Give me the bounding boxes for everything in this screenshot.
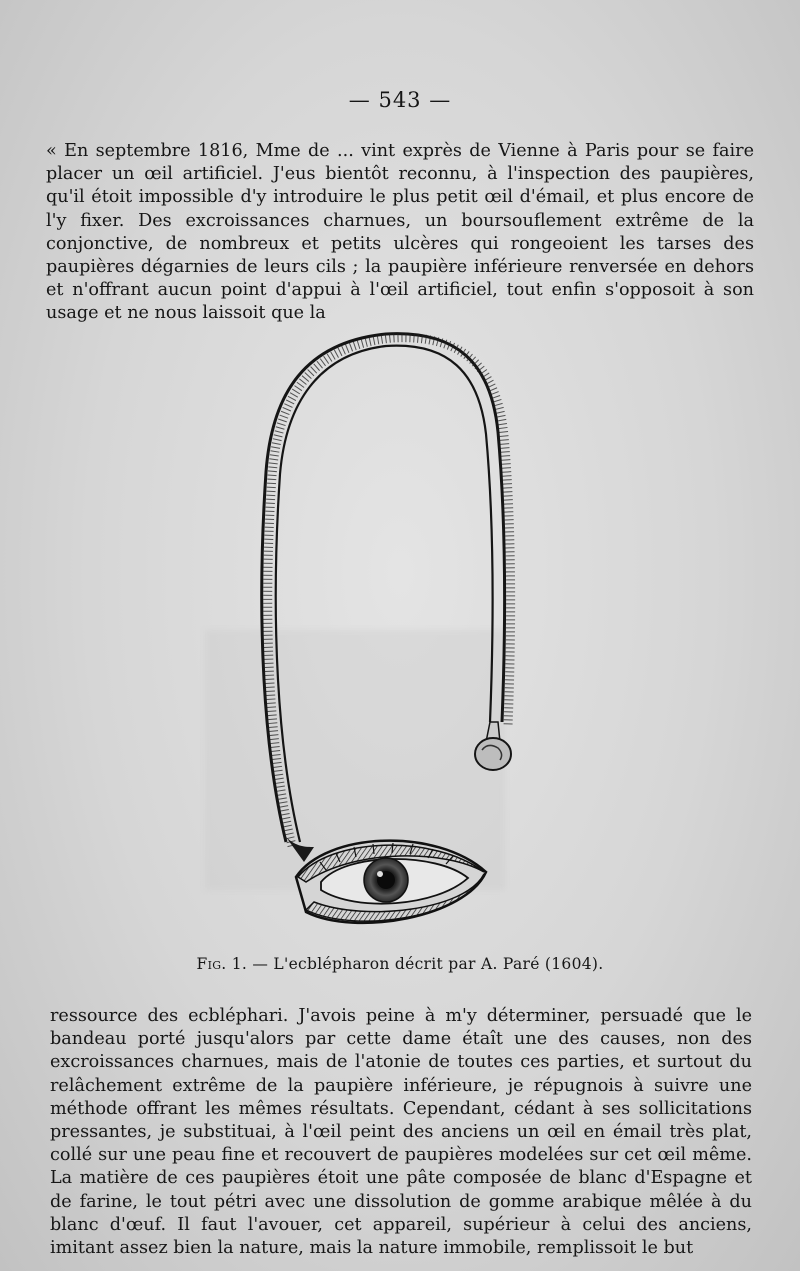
paragraph-top: « En septembre 1816, Mme de ... vint exprès de Vienne à Paris pour se faire placer un œil artificiel. J'eus bientôt reconnu, à l'inspection des paupières, qu'il étoit impossible d'y introduire le plus petit œil d'émail, et plus encore de l'y fixer. Des excroissances charnues, un boursouflement extrême de la conjonctive, de nombreux et petits ulcères qui rongeoient les tarses des paupières dégarnies de leurs cils ; la paupière inférieure renversée en dehors et n'offrant aucun point d'appui à l'œil artificiel, tout enfin s'opposoit à son usage et ne nous laissoit que la [46, 141, 754, 324]
ecblepharon-illustration [236, 322, 546, 952]
caption-text: — L'ecblépharon décrit par A. Paré (1604). [252, 955, 604, 973]
spring-band [262, 334, 511, 846]
caption-prefix: Fig. 1. [196, 955, 248, 973]
bulb-terminal [475, 722, 511, 770]
figure-caption [0, 955, 800, 973]
page-number: — 543 — [348, 88, 452, 112]
paragraph-bottom: ressource des ecbléphari. J'avois peine à m'y déterminer, persuadé que le bandeau porté jusqu'alors par cette dame étaît une des causes, non des excroissances charnues, mais de l'atonie de toutes ces parties, et surtout du relâchement extrême de la paupière inférieure, je répugnois à suivre une méthode offrant les mêmes résultats. Cependant, cédant à ses sollicitations pressantes, je substituai, à l'œil peint des anciens un œil en émail très plat, collé sur une peau fine et recouvert de paupières modelées sur cet œil même. La matière de ces paupières étoit une pâte composée de blanc d'Espagne et de farine, le tout pétri avec une dissolution de gomme arabique mêlée à du blanc d'œuf. Il faut l'avouer, cet appareil, supérieur à celui des anciens, imitant assez bien la nature, mais la nature immobile, remplissoit le but [50, 1006, 752, 1259]
eye-plate [286, 837, 486, 923]
